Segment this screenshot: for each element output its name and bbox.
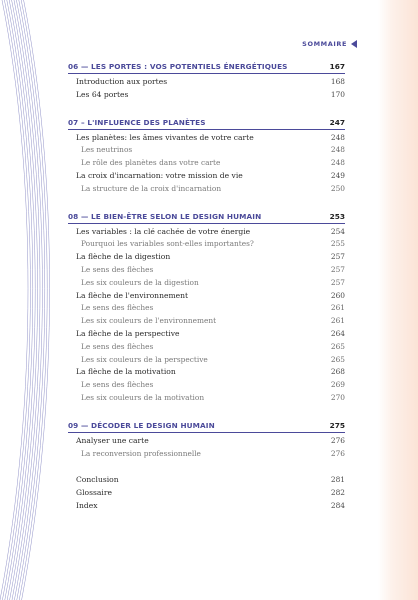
toc-subentry[interactable] bbox=[68, 448, 345, 461]
toc-subentry[interactable] bbox=[68, 144, 345, 157]
sommaire-header[interactable] bbox=[302, 40, 357, 48]
toc-entry-title: Index bbox=[76, 500, 98, 510]
toc-entry-title: Le sens des flèches bbox=[81, 341, 154, 351]
toc-entry[interactable] bbox=[68, 366, 345, 379]
toc-entry-title: Conclusion bbox=[76, 475, 119, 485]
toc-page-number: 264 bbox=[330, 328, 345, 338]
toc-page-number: 268 bbox=[330, 367, 345, 377]
toc-entry-title: Les six couleurs de la motivation bbox=[81, 392, 205, 402]
toc-subentry[interactable] bbox=[68, 302, 345, 315]
toc-page-number: 248 bbox=[330, 132, 345, 142]
toc-section bbox=[68, 210, 345, 405]
toc-page-number: 261 bbox=[330, 303, 345, 313]
toc-entry[interactable] bbox=[68, 89, 345, 102]
toc-entry[interactable] bbox=[68, 474, 345, 487]
toc-entry-title: La flèche de la digestion bbox=[76, 252, 171, 262]
toc-page-number: 255 bbox=[330, 239, 345, 249]
page-edge-gradient bbox=[378, 0, 418, 600]
toc-page-number: 250 bbox=[330, 183, 345, 193]
toc-page-number: 282 bbox=[330, 488, 345, 498]
toc-entry-title: Le sens des flèches bbox=[81, 303, 154, 313]
toc-section bbox=[68, 116, 345, 196]
toc-page-number: 275 bbox=[329, 420, 345, 430]
toc-entry-title: Les six couleurs de la perspective bbox=[81, 354, 208, 364]
toc-chapter-heading[interactable] bbox=[68, 210, 345, 224]
toc-entry-title: Le sens des flèches bbox=[81, 264, 154, 274]
toc-entry-title: Le rôle des planètes dans votre carte bbox=[81, 158, 221, 168]
toc-page-number: 257 bbox=[330, 264, 345, 274]
toc-entry-title: La flèche de la motivation bbox=[76, 367, 176, 377]
table-of-contents bbox=[68, 60, 345, 527]
toc-page-number: 284 bbox=[330, 500, 345, 510]
toc-page-number: 281 bbox=[330, 475, 345, 485]
toc-page-number: 254 bbox=[330, 226, 345, 236]
toc-entry-title: 08 — LE BIEN-ÊTRE SELON LE DESIGN HUMAIN bbox=[68, 211, 262, 221]
toc-entry-title: Les six couleurs de l'environnement bbox=[81, 316, 217, 326]
toc-page-number: 261 bbox=[330, 316, 345, 326]
toc-page-number: 265 bbox=[330, 354, 345, 364]
toc-page-number: 249 bbox=[330, 170, 345, 180]
sommaire-label: SOMMAIRE bbox=[302, 40, 347, 48]
toc-entry[interactable] bbox=[68, 226, 345, 239]
toc-entry-title: Les planètes: les âmes vivantes de votre carte bbox=[76, 132, 254, 142]
toc-subentry[interactable] bbox=[68, 264, 345, 277]
toc-entry[interactable] bbox=[68, 251, 345, 264]
toc-entry-title: Le sens des flèches bbox=[81, 380, 154, 390]
toc-page-number: 170 bbox=[330, 89, 345, 99]
toc-page-number: 247 bbox=[329, 117, 345, 127]
toc-page-number: 167 bbox=[329, 62, 345, 71]
toc-section bbox=[68, 60, 345, 102]
toc-page-number: 269 bbox=[330, 380, 345, 390]
toc-entry-title: 09 — DÉCODER LE DESIGN HUMAIN bbox=[68, 420, 215, 430]
triangle-left-icon bbox=[351, 40, 357, 48]
toc-subentry[interactable] bbox=[68, 354, 345, 367]
toc-entry[interactable] bbox=[68, 290, 345, 303]
toc-entry[interactable] bbox=[68, 435, 345, 448]
toc-entry-title: Analyser une carte bbox=[76, 435, 149, 445]
toc-entry-title: Les neutrinos bbox=[81, 145, 133, 155]
toc-page-number: 248 bbox=[330, 145, 345, 155]
toc-page-number: 248 bbox=[330, 158, 345, 168]
toc-subentry[interactable] bbox=[68, 341, 345, 354]
toc-entry-title: La flèche de la perspective bbox=[76, 328, 180, 338]
toc-entry-title: La flèche de l'environnement bbox=[76, 290, 189, 300]
toc-entry-title: Pourquoi les variables sont-elles importantes? bbox=[81, 239, 254, 249]
toc-page-number: 276 bbox=[330, 435, 345, 445]
toc-entry[interactable] bbox=[68, 170, 345, 183]
decorative-curves bbox=[0, 0, 60, 600]
toc-entry-title: La reconversion professionnelle bbox=[81, 448, 201, 458]
toc-page-number: 270 bbox=[330, 392, 345, 402]
toc-entry-title: Glossaire bbox=[76, 488, 112, 498]
toc-chapter-heading[interactable] bbox=[68, 116, 345, 130]
toc-page-number: 257 bbox=[330, 277, 345, 287]
toc-page-number: 265 bbox=[330, 341, 345, 351]
toc-entry[interactable] bbox=[68, 487, 345, 500]
toc-page-number: 276 bbox=[330, 448, 345, 458]
toc-subentry[interactable] bbox=[68, 379, 345, 392]
toc-page-number: 253 bbox=[329, 211, 345, 221]
toc-page-number: 168 bbox=[330, 77, 345, 86]
toc-page-number: 257 bbox=[330, 252, 345, 262]
toc-entry-title: Les variables : la clé cachée de votre énergie bbox=[76, 226, 251, 236]
toc-entry[interactable] bbox=[68, 328, 345, 341]
toc-entry-title: Les six couleurs de la digestion bbox=[81, 277, 199, 287]
toc-subentry[interactable] bbox=[68, 183, 345, 196]
toc-entry-title: 07 – L'INFLUENCE DES PLANÈTES bbox=[68, 117, 206, 127]
toc-subentry[interactable] bbox=[68, 157, 345, 170]
toc-entry[interactable] bbox=[68, 76, 345, 89]
toc-entry[interactable] bbox=[68, 500, 345, 513]
toc-entry-title: Les 64 portes bbox=[76, 89, 129, 99]
toc-entry-title: Introduction aux portes bbox=[76, 77, 168, 86]
toc-page-number: 260 bbox=[330, 290, 345, 300]
toc-subentry[interactable] bbox=[68, 277, 345, 290]
toc-back-matter bbox=[68, 474, 345, 512]
toc-entry[interactable] bbox=[68, 132, 345, 145]
toc-entry-title: La croix d'incarnation: votre mission de vie bbox=[76, 170, 243, 180]
toc-chapter-heading[interactable] bbox=[68, 60, 345, 74]
toc-subentry[interactable] bbox=[68, 238, 345, 251]
toc-entry-title: 06 — LES PORTES : VOS POTENTIELS ÉNERGÉTIQUES bbox=[68, 62, 288, 71]
toc-entry-title: La structure de la croix d'incarnation bbox=[81, 183, 222, 193]
toc-section bbox=[68, 419, 345, 461]
toc-subentry[interactable] bbox=[68, 392, 345, 405]
toc-subentry[interactable] bbox=[68, 315, 345, 328]
toc-chapter-heading[interactable] bbox=[68, 419, 345, 433]
